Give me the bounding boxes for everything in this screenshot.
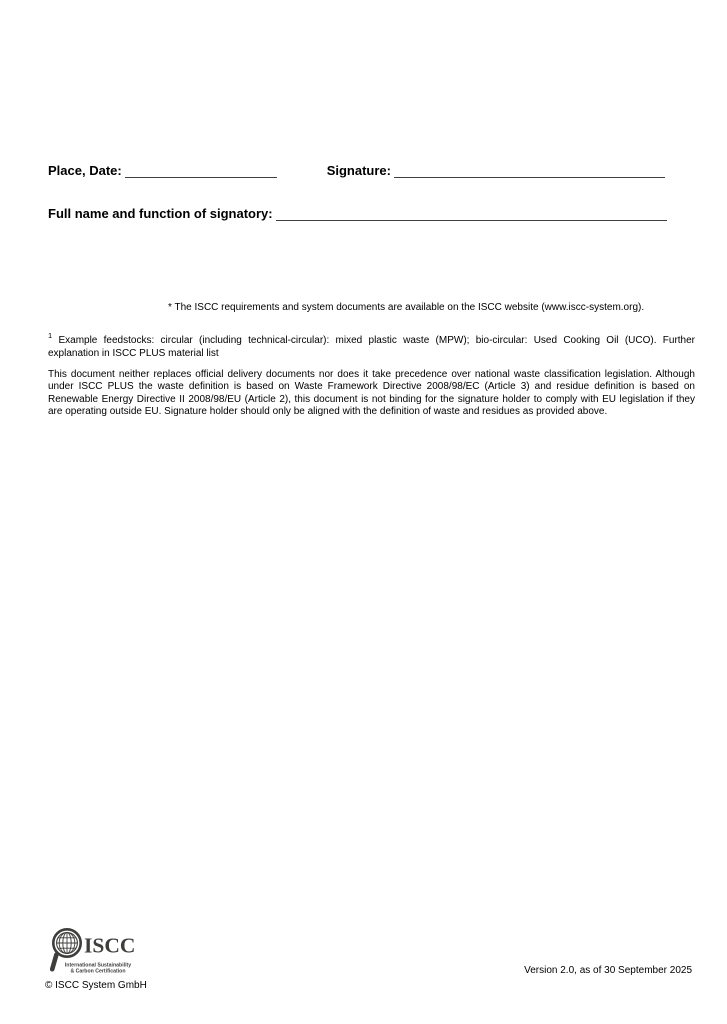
place-date-signature-row xyxy=(48,164,665,178)
iscc-logo xyxy=(48,925,150,979)
signature-blank-line xyxy=(394,163,665,178)
signature-label: Signature: xyxy=(326,163,391,178)
footnote-marker: 1 xyxy=(48,330,53,340)
iscc-website-note: * The ISCC requirements and system documents are available on the ISCC website (www.iscc-system.org). xyxy=(168,302,645,313)
full-name-row xyxy=(48,207,667,221)
copyright-text: © ISCC System GmbH xyxy=(45,980,147,991)
iscc-logo-tagline-line2: & Carbon Certification xyxy=(70,968,126,975)
iscc-logo-wordmark: ISCC xyxy=(84,933,136,958)
footnote-example-feedstocks xyxy=(48,330,695,360)
iscc-logo-tagline-line1: International Sustainability xyxy=(64,962,132,969)
version-text: Version 2.0, as of 30 September 2025 xyxy=(524,965,692,976)
footnote-text: Example feedstocks: circular (including technical-circular): mixed plastic waste (MPW); bio-circular: Used Cooking Oil (UCO). Further explanation in ISCC PLUS material list xyxy=(48,335,695,359)
full-name-blank-line xyxy=(276,206,667,221)
place-date-label: Place, Date: xyxy=(48,163,122,178)
place-date-blank-line xyxy=(125,163,277,178)
disclaimer-paragraph: This document neither replaces official delivery documents nor does it take precedence over national waste classification legislation. Although under ISCC PLUS the waste definition is based on Waste Framework Directive 2008/98/EC (Article 3) and residue definition is based on Renewable Energy Directive II 2008/98/EU (Article 2), this document is not binding for the signature holder to comply with EU legislation if they are operating outside EU. Signature holder should only be aligned with the definition of waste and residues as provided above. xyxy=(48,369,695,418)
full-name-label: Full name and function of signatory: xyxy=(48,206,273,221)
